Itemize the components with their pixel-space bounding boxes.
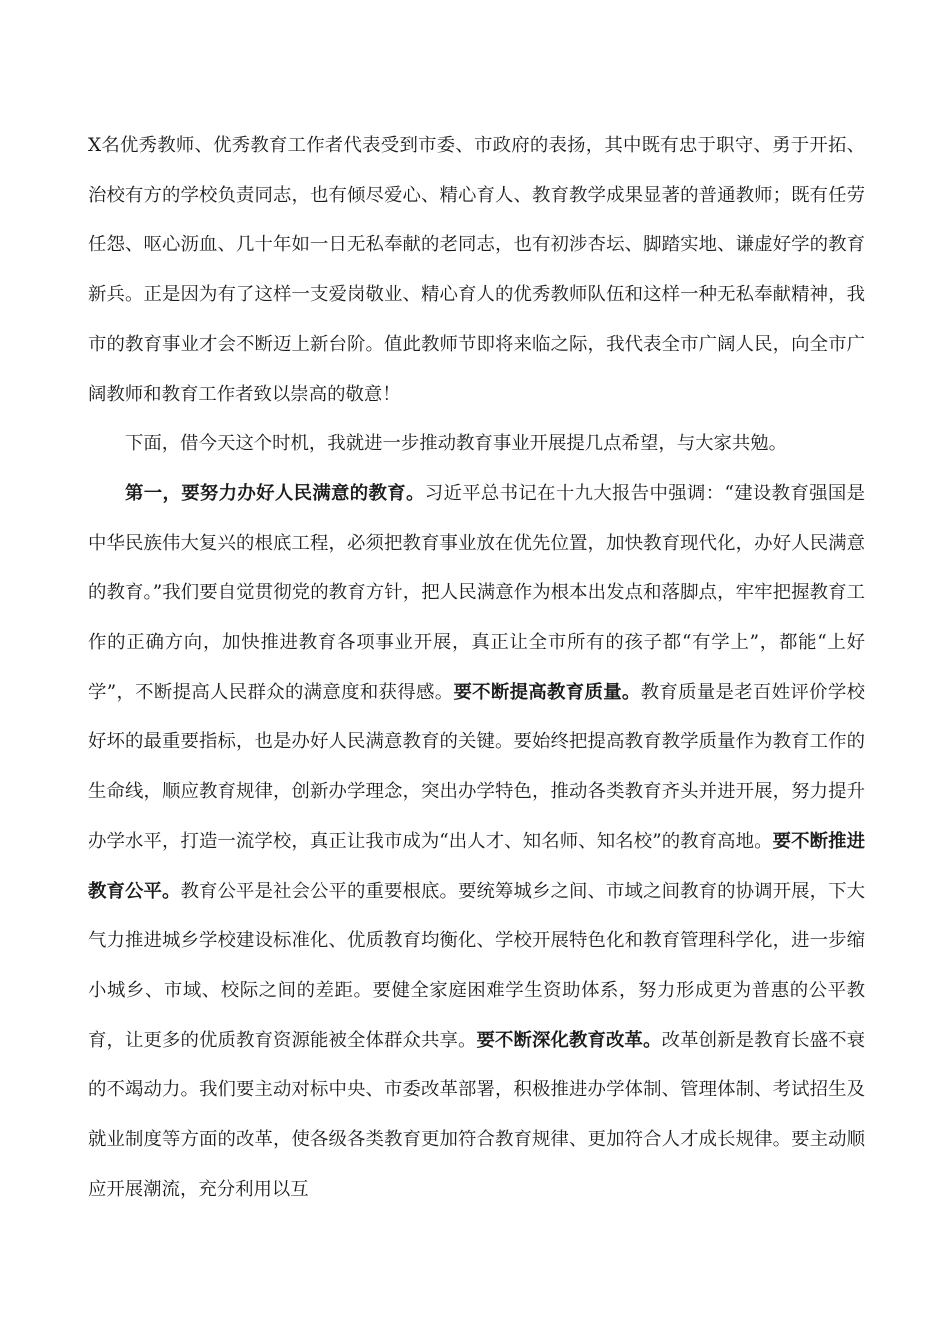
fairness-heading: 要不断推进教育公平。 [88, 830, 865, 902]
paragraph-first-point [88, 469, 865, 1215]
reform-heading: 要不断深化教育改革。 [476, 1029, 662, 1051]
paragraph-commendation [88, 121, 865, 419]
document-page [88, 121, 865, 1214]
paragraph-introduction [88, 419, 865, 469]
first-point-body: 习近平总书记在十九大报告中强调：“建设教育强国是中华民族伟大复兴的根底工程，必须把教育事业放在优先位置，加快教育现代化，办好人民满意的教育。”我们要自觉贯彻党的教育方针，把人民满意作为根本出发点和落脚点，牢牢把握教育工作的正确方向，加快推进教育各项事业开展，真正让全市所有的孩子都“有学上”，都能“上好学”，不断提高人民群众的满意度和获得感。 [88, 482, 865, 703]
quality-heading: 要不断提高教育质量。 [453, 681, 641, 703]
reform-body: 改革创新是教育长盛不衰的不竭动力。我们要主动对标中央、市委改革部署，积极推进办学体制、管理体制、考试招生及就业制度等方面的改革，使各级各类教育更加符合教育规律、更加符合人才成长规律。要主动顺应开展潮流，充分利用以互 [88, 1029, 865, 1200]
introduction-text: 下面，借今天这个时机，我就进一步推动教育事业开展提几点希望，与大家共勉。 [125, 433, 788, 455]
fairness-body: 教育公平是社会公平的重要根底。要统筹城乡之间、市域之间教育的协调开展，下大气力推进城乡学校建设标准化、优质教育均衡化、学校开展特色化和教育管理科学化，进一步缩小城乡、市域、校际之间的差距。要健全家庭困难学生资助体系，努力形成更为普惠的公平教育，让更多的优质教育资源能被全体群众共享。 [88, 880, 865, 1051]
quality-body: 教育质量是老百姓评价学校好坏的最重要指标，也是办好人民满意教育的关键。要始终把提高教育教学质量作为教育工作的生命线，顺应教育规律，创新办学理念，突出办学特色，推动各类教育齐头并进开展，努力提升办学水平，打造一流学校，真正让我市成为“出人才、知名师、知名校”的教育高地。 [88, 681, 865, 852]
first-point-heading: 第一，要努力办好人民满意的教育。 [125, 482, 425, 504]
commendation-text: X名优秀教师、优秀教育工作者代表受到市委、市政府的表扬，其中既有忠于职守、勇于开拓、治校有方的学校负责同志，也有倾尽爱心、精心育人、教育教学成果显著的普通教师；既有任劳任怨、呕心沥血、几十年如一日无私奉献的老同志，也有初涉杏坛、脚踏实地、谦虚好学的教育新兵。正是因为有了这样一支爱岗敬业、精心育人的优秀教师队伍和这样一种无私奉献精神，我市的教育事业才会不断迈上新台阶。值此教师节即将来临之际，我代表全市广阔人民，向全市广阔教师和教育工作者致以崇高的敬意！ [88, 135, 865, 405]
